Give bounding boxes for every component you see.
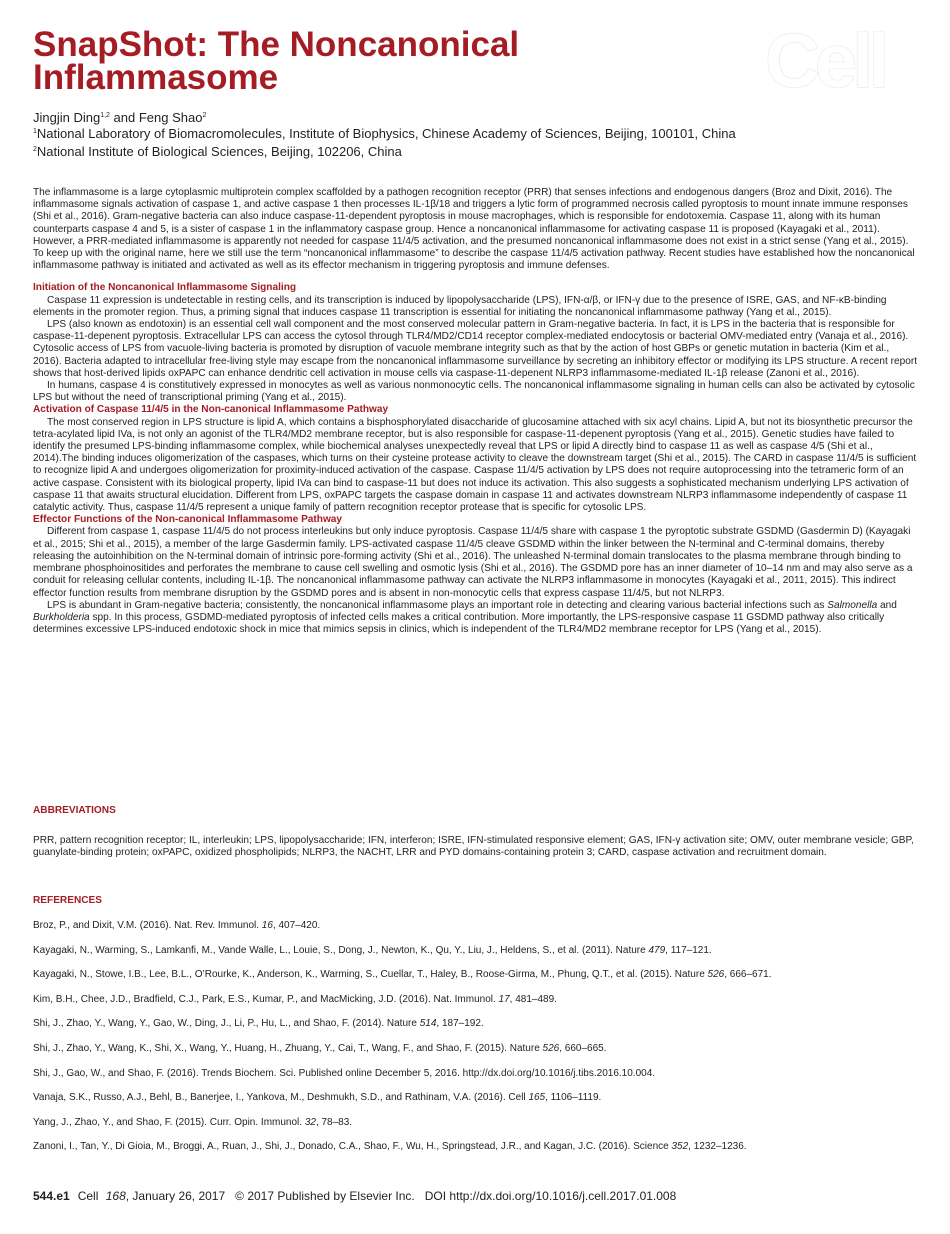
author-conjunction: and <box>109 110 139 125</box>
reference-item: Zanoni, I., Tan, Y., Di Gioia, M., Broggi, A., Ruan, J., Shi, J., Donado, C.A., Shao, F., Wu, H., Springstead, J.R., and Kagan, J.C. (2016). Science 352, 1232–1236. <box>33 1141 747 1153</box>
paragraph: LPS is abundant in Gram-negative bacteria; consistently, the noncanonical inflammasome plays an important role in detecting and clearing various bacterial infections such as Salmonella and Burkholderia spp. In this process, GSDMD-mediated pyroptosis of infected cells makes a critical contribution. More importantly, the LPS-responsive caspase 11 GSDMD pathway also critically determines excessive LPS-induced endotoxic shock in mice that mimics sepsis in clinics, which is independent of the TLR4/MD2 membrane receptor for LPS (Yang et al., 2015). <box>33 599 897 636</box>
author-name: Feng Shao <box>138 110 203 125</box>
page-title <box>33 25 733 97</box>
paragraph: The most conserved region in LPS structure is lipid A, which contains a bisphosphorylated disaccharide of glucosamine attached with six acyl chains. Lipid A, but not its biosynthetic precursor the tetra-acylated lipid IVa, is not only an agonist of the TLR4/MD2 membrane receptor, but is also responsible for caspase-11-depenent pyroptosis (Yang et al., 2015). Genetic studies have failed to identify the presumed LPS-binding inflammasome complex, while biochemical analyses unexpectedly reveal that LPS or lipid A directly bind to caspase 11 as well as caspase 4/5 (Shi et al., 2014).The binding induces oligomerization of the caspases, which turns on their cysteine protease activity to cleave the downstream target (Shi et al., 2015). The CARD in caspase 11/4/5 is sufficient to recognize lipid A and undergoes oligomerization for proximity-induced activation of the caspase. Caspase 11/4/5 activation by LPS does not require autoprocessing into the tetrameric form of an active caspase. Consistent with its biological property, lipid IVa can bind to caspase-11 but does not induce its activation. This also suggests a sophisticated mechanism underlying LPS activation of caspase 11 that awaits structural elucidation. Different from LPS, oxPAPC targets the caspase domain in caspase 11 and activates downstream NLRP3 inflammasome independently of caspase 11 catalytic activity. Thus, caspase 11/4/5 represent a unique family of pattern recognition receptor protease that is specific for cytosolic LPS. <box>33 416 917 514</box>
affiliation-text: National Institute of Biological Sciences, Beijing, 102206, China <box>36 144 402 159</box>
intro-paragraph: The inflammasome is a large cytoplasmic multiprotein complex scaffolded by a pathogen recognition receptor (PRR) that senses infections and endogenous dangers (Broz and Dixit, 2016). The inflammasome signals activation of caspase 1, and active caspase 1 then processes IL-1β/18 and triggers a lytic form of programmed necrosis called pyroptosis to mount innate immune responses (Shi et al., 2016). Gram-negative bacteria can also induce caspase-11-dependent pyroptosis in mouse macrophages, which is responsible for endotoxemia. Caspase 11, along with its human counterparts caspase 4 and 5, is a sister of caspase 1 in the inflammatory caspase group. Hence a noncanonical inflammasome for activating caspase 11 is proposed (Kayagaki et al., 2011). However, a PRR-mediated inflammasome is apparently not needed for caspase 11/4/5 activation, and the presumed noncanonical inflammasome does not exist in a strict sense (Yang et al., 2015). To keep up with the original name, here we still use the term “noncanonical inflammasome” to describe the caspase 11/4/5 activation pathway. Recent studies have established how the noncanonical inflammasome pathway is initiated and activated as well as its effector mechanism in triggering pyroptosis and immune defenses. <box>33 187 915 272</box>
author-name: Jingjin Ding <box>33 110 101 125</box>
journal-citation: Cell 168, January 26, 2017 <box>77 1189 226 1203</box>
page-number: 544.e1 <box>33 1189 70 1203</box>
abbreviations-text: PRR, pattern recognition receptor; IL, interleukin; LPS, lipopolysaccharide; IFN, interferon; ISRE, IFN-stimulated responsive element; GAS, IFN-γ activation site; OMV, outer membrane vesicle; GBP, guanylate-binding protein; oxPAPC, oxidized phospholipids; NLRP3, the NACHT, LRR and PYD domains-containing protein 3; CARD, caspase activation and recruitment domain. <box>33 835 914 859</box>
title-line-2: Inflammasome <box>33 58 279 97</box>
reference-item: Broz, P., and Dixit, V.M. (2016). Nat. Rev. Immunol. 16, 407–420. <box>33 920 321 931</box>
author-list <box>33 110 206 126</box>
species-name: Salmonella <box>827 599 878 611</box>
references-heading: REFERENCES <box>33 895 102 906</box>
reference-item: Kim, B.H., Chee, J.D., Bradfield, C.J., Park, E.S., Kumar, P., and MacMicking, J.D. (2016). Nat. Immunol. 17, 481–489. <box>33 993 557 1005</box>
author-affil-mark: 1,2 <box>100 112 110 119</box>
affiliation-2 <box>33 144 913 160</box>
title-line-1: SnapShot: The Noncanonical <box>33 25 520 64</box>
reference-item: Shi, J., Gao, W., and Shao, F. (2016). Trends Biochem. Sci. Published online December 5, 2016. http://dx.doi.org/10.1016/j.tibs.2016.10.004. <box>33 1067 656 1079</box>
author-affil-mark: 2 <box>202 112 207 119</box>
paragraph: In humans, caspase 4 is constitutively expressed in monocytes as well as various nonmonocytic cells. The noncanonical inflammasome signaling in human cells can also be activated by cytosolic LPS but without the need of transcriptional priming (Yang et al., 2015). <box>33 380 915 404</box>
paragraph: LPS (also known as endotoxin) is an essential cell wall component and the most conserved molecular pattern in Gram-negative bacteria. In fact, it is LPS in the bacteria that is responsible for caspase-11-depenent pyroptosis. Extracellular LPS can access the cytosol through TLR4/MD2/CD14 receptor complex-mediated endocytosis or bacterial OMV-mediated entry (Vanaja et al., 2016). Cytosolic access of LPS from vacuole-living bacteria is promoted by disruption of vacuole membrane integrity such as that by the action of host GBPs or genetic mutation in bacteria (Kim et al., 2016). Bacteria adapted to intracellular free-living style may escape from the noncanonical inflammasome surveillance by secreting an inhibitory effector or modifying its LPS structure. A recent report shows that host-derived lipids oxPAPC can enhance dendritic cell activation in mouse cells via caspase-11-depenent NLRP3 inflammasome-mediated IL-1β release (Zanoni et al., 2016). <box>33 319 918 379</box>
reference-item: Shi, J., Zhao, Y., Wang, K., Shi, X., Wang, Y., Huang, H., Zhuang, Y., Cai, T., Wang, F., and Shao, F. (2015). Nature 526, 660–665. <box>33 1042 607 1054</box>
reference-item: Yang, J., Zhao, Y., and Shao, F. (2015). Curr. Opin. Immunol. 32, 78–83. <box>33 1116 353 1128</box>
reference-item: Kayagaki, N., Stowe, I.B., Lee, B.L., O’Rourke, K., Anderson, K., Warming, S., Cuellar, T., Haley, B., Roose-Girma, M., Phung, Q.T., et al. (2015). Nature 526, 666–671. <box>33 969 772 981</box>
species-name: Burkholderia <box>33 611 90 623</box>
affiliation-number: 1 <box>33 128 37 135</box>
page-footer <box>33 1189 680 1203</box>
section-heading-effector: Effector Functions of the Non-canonical Inflammasome Pathway <box>33 514 343 526</box>
affiliation-number: 2 <box>33 146 37 153</box>
section-heading-initiation: Initiation of the Noncanonical Inflammasome Signaling <box>33 282 297 294</box>
reference-list <box>33 920 918 1166</box>
reference-item: Vanaja, S.K., Russo, A.J., Behl, B., Banerjee, I., Yankova, M., Deshmukh, S.D., and Rathinam, V.A. (2016). Cell 165, 1106–1119. <box>33 1092 602 1104</box>
doi-link[interactable]: DOI http://dx.doi.org/10.1016/j.cell.2017.01.008 <box>424 1189 677 1203</box>
reference-item: Shi, J., Zhao, Y., Wang, Y., Gao, W., Ding, J., Li, P., Hu, L., and Shao, F. (2014). Nature 514, 187–192. <box>33 1018 484 1030</box>
copyright: © 2017 Published by Elsevier Inc. <box>235 1189 415 1203</box>
article-body <box>33 187 918 636</box>
cell-logo: Cell <box>765 19 885 104</box>
reference-item: Kayagaki, N., Warming, S., Lamkanfi, M., Vande Walle, L., Louie, S., Dong, J., Newton, K., Qu, Y., Liu, J., Heldens, S., et al. (2011). Nature 479, 117–121. <box>33 944 712 956</box>
section-heading-activation: Activation of Caspase 11/4/5 in the Non-canonical Inflammasome Pathway <box>33 404 389 416</box>
abbreviations-heading: ABBREVIATIONS <box>33 805 116 816</box>
paragraph: Different from caspase 1, caspase 11/4/5 do not process interleukins but only induce pyroptosis. Caspase 11/4/5 share with caspase 1 the pyroptotic substrate GSDMD (Gasdermin D) (Kayagaki et al., 2015; Shi et al., 2015), a member of the large Gasdermin family. LPS-activated caspase 11/4/5 cleave GSDMD within the linker between the N-terminal and C-terminal domains, thereby releasing the autoinhibition on the N-terminal domain of intrinsic pore-forming activity (Shi et al., 2016). The unleashed N-terminal domain translocates to the plasma membrane through binding to membrane phosphoinositides and perforates the membrane to cause cell swelling and osmotic lysis (Shi et al., 2016). The GSDMD pore has an inner diameter of 10–14 nm and may also serve as a conduit for releasing cellular contents, including IL-1β. The noncanonical inflammasome pathway can activate the NLRP3 inflammasome in monocytes (Kayagaki et al., 2011, 2015). This indirect effector function results from membrane disruption by the GSDMD pores and is absent in non-monocytic cells that express caspase 11/4/5, but not NLRP3. <box>33 526 913 599</box>
paragraph: Caspase 11 expression is undetectable in resting cells, and its transcription is induced by lipopolysaccharide (LPS), IFN-α/β, or IFN-γ due to the presence of ISRE, GAS, and NF-κB-binding elements in the promoter region. Thus, a priming signal that induces caspase 11 transcription is essential for initiating the noncanonical inflammasome pathway (Yang et al., 2015). <box>33 294 887 318</box>
affiliation-text: National Laboratory of Biomacromolecules, Institute of Biophysics, Chinese Academy of Sciences, Beijing, 100101, China <box>36 126 736 141</box>
affiliation-1 <box>33 126 913 142</box>
